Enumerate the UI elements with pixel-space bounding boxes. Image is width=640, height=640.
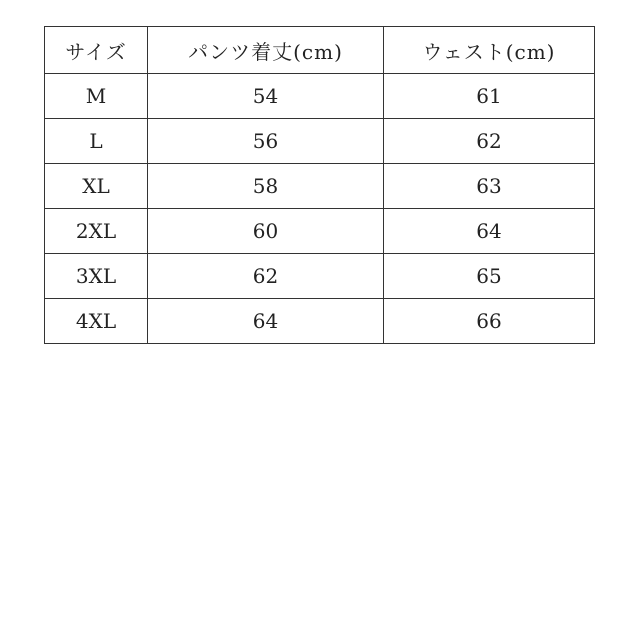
- table-header: [45, 27, 595, 74]
- cell-pants-length: 62: [148, 254, 384, 299]
- cell-pants-length: 54: [148, 74, 384, 119]
- cell-waist: 62: [384, 119, 595, 164]
- header-waist: ウェスト(cm): [384, 27, 595, 74]
- cell-pants-length: 60: [148, 209, 384, 254]
- cell-size: 2XL: [45, 209, 148, 254]
- table-row: [45, 209, 595, 254]
- size-chart-table: [44, 26, 595, 344]
- cell-waist: 64: [384, 209, 595, 254]
- cell-size: L: [45, 119, 148, 164]
- cell-waist: 63: [384, 164, 595, 209]
- cell-pants-length: 64: [148, 299, 384, 344]
- table-row: [45, 254, 595, 299]
- cell-waist: 66: [384, 299, 595, 344]
- table-row: [45, 164, 595, 209]
- cell-pants-length: 56: [148, 119, 384, 164]
- cell-size: XL: [45, 164, 148, 209]
- cell-size: 3XL: [45, 254, 148, 299]
- cell-waist: 65: [384, 254, 595, 299]
- table-body: [45, 74, 595, 344]
- header-row: [45, 27, 595, 74]
- cell-waist: 61: [384, 74, 595, 119]
- table-row: [45, 119, 595, 164]
- header-size: サイズ: [45, 27, 148, 74]
- table-row: [45, 74, 595, 119]
- header-pants-length: パンツ着丈(cm): [148, 27, 384, 74]
- cell-size: M: [45, 74, 148, 119]
- cell-pants-length: 58: [148, 164, 384, 209]
- cell-size: 4XL: [45, 299, 148, 344]
- table-row: [45, 299, 595, 344]
